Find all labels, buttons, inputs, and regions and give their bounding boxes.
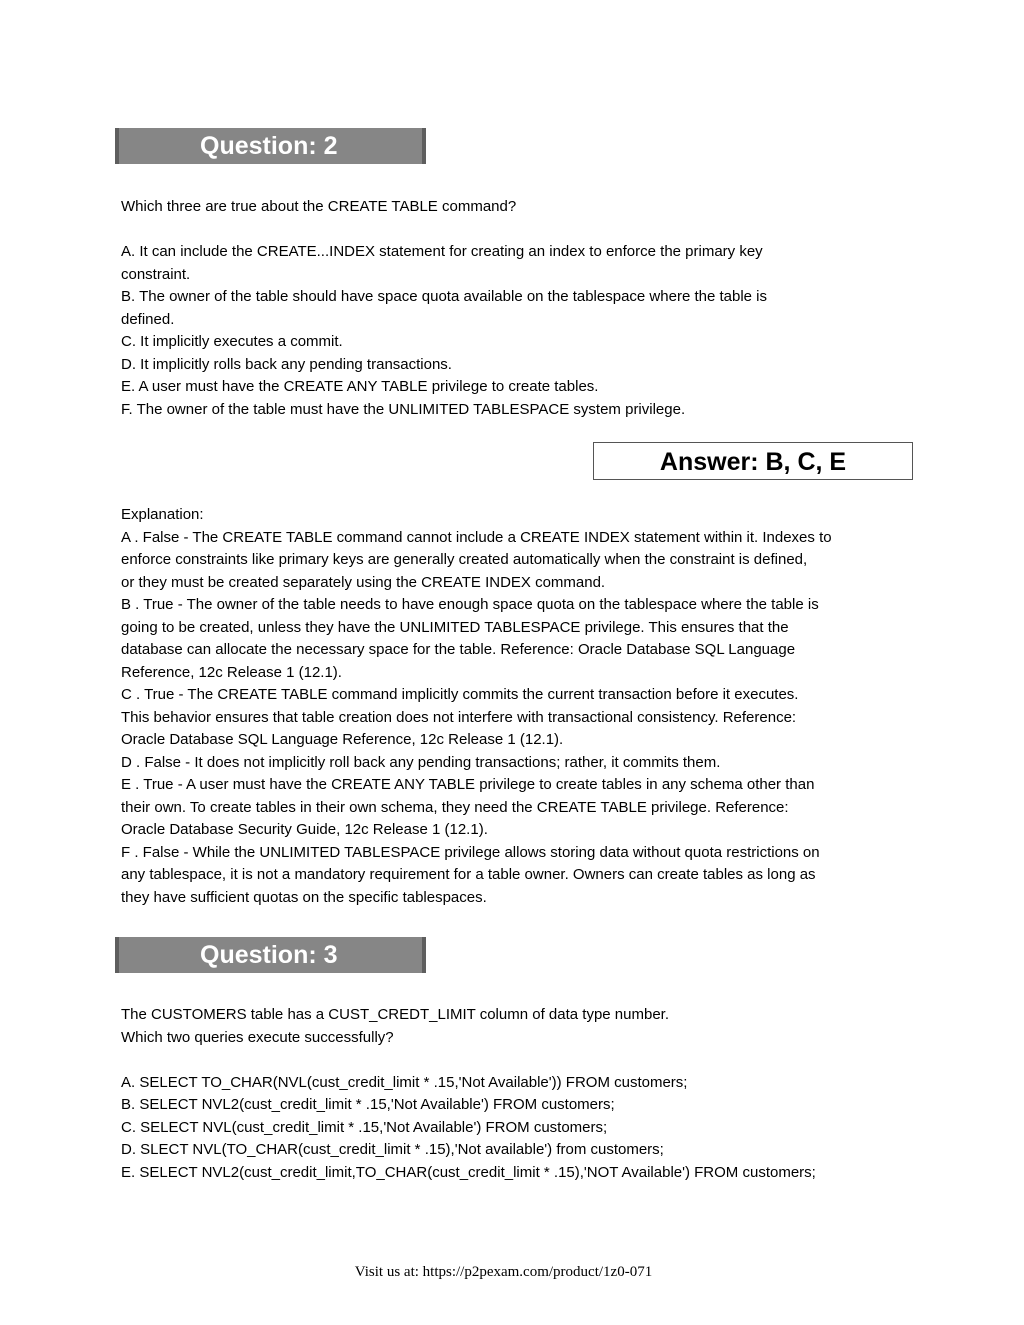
question-3-options: [121, 1072, 911, 1185]
explanation-line: or they must be created separately using the CREATE INDEX command.: [121, 573, 606, 591]
option-line: F. The owner of the table must have the UNLIMITED TABLESPACE system privilege.: [121, 400, 686, 418]
question-2-title: Question: 2: [200, 132, 338, 160]
option-line: constraint.: [121, 265, 191, 283]
explanation-line: C . True - The CREATE TABLE command implicitly commits the current transaction before it executes.: [121, 686, 799, 703]
explanation-line: D . False - It does not implicitly roll back any pending transactions; rather, it commits them.: [121, 753, 721, 771]
question-3-prompt: The CUSTOMERS table has a CUST_CREDT_LIMIT column of data type number.: [121, 1006, 669, 1023]
option-line: D. It implicitly rolls back any pending transactions.: [121, 355, 452, 373]
explanation: [121, 504, 911, 909]
question-2-body: [121, 196, 911, 421]
option-line: B. SELECT NVL2(cust_credit_limit * .15,'Not Available') FROM customers;: [121, 1096, 615, 1113]
footer-link[interactable]: Visit us at: https://p2pexam.com/product/1z0-071: [354, 1264, 653, 1280]
explanation-line: Reference, 12c Release 1 (12.1).: [121, 663, 342, 681]
option-line: D. SLECT NVL(TO_CHAR(cust_credit_limit * .15),'Not available') from customers;: [121, 1141, 664, 1158]
question-3-banner: [115, 937, 426, 973]
question-2-prompt: Which three are true about the CREATE TABLE command?: [121, 198, 517, 215]
question-3-prompt: Which two queries execute successfully?: [121, 1028, 394, 1046]
answer-box: [593, 442, 913, 480]
option-line: C. SELECT NVL(cust_credit_limit * .15,'Not Available') FROM customers;: [121, 1118, 608, 1136]
explanation-line: Oracle Database Security Guide, 12c Release 1 (12.1).: [121, 821, 488, 838]
option-line: E. A user must have the CREATE ANY TABLE privilege to create tables.: [121, 378, 599, 395]
explanation-line: any tablespace, it is not a mandatory requirement for a table owner. Owners can create tables as long as: [121, 866, 816, 883]
option-line: B. The owner of the table should have space quota available on the tablespace where the table is: [121, 288, 767, 305]
explanation-line: database can allocate the necessary space for the table. Reference: Oracle Database SQL Language: [121, 641, 796, 658]
option-line: A. SELECT TO_CHAR(NVL(cust_credit_limit * .15,'Not Available')) FROM customers;: [121, 1073, 688, 1091]
explanation-line: their own. To create tables in their own schema, they need the CREATE TABLE privilege. Reference:: [121, 798, 789, 816]
explanation-line: Oracle Database SQL Language Reference, 12c Release 1 (12.1).: [121, 731, 564, 748]
question-2-banner: [115, 128, 426, 164]
question-3-body: [121, 1004, 911, 1184]
explanation-line: going to be created, unless they have the UNLIMITED TABLESPACE privilege. This ensures that the: [121, 618, 789, 636]
option-line: C. It implicitly executes a commit.: [121, 333, 343, 350]
option-line: defined.: [121, 310, 175, 328]
answer-text: Answer: B, C, E: [659, 448, 847, 476]
question-3-title: Question: 3: [200, 941, 338, 969]
explanation-line: they have sufficient quotas on the specific tablespaces.: [121, 888, 487, 906]
explanation-line: E . True - A user must have the CREATE ANY TABLE privilege to create tables in any schema other than: [121, 776, 815, 793]
explanation-heading: Explanation:: [121, 506, 204, 523]
option-line: E. SELECT NVL2(cust_credit_limit,TO_CHAR(cust_credit_limit * .15),'NOT Available') FROM customers;: [121, 1163, 816, 1181]
option-line: A. It can include the CREATE...INDEX statement for creating an index to enforce the primary key: [121, 243, 763, 260]
question-2-options: [121, 241, 911, 421]
explanation-line: F . False - While the UNLIMITED TABLESPACE privilege allows storing data without quota restrictions on: [121, 843, 820, 861]
explanation-line: This behavior ensures that table creation does not interfere with transactional consistency. Reference:: [121, 708, 797, 726]
explanation-line: A . False - The CREATE TABLE command cannot include a CREATE INDEX statement within it. Indexes to: [121, 528, 832, 546]
explanation-line: enforce constraints like primary keys are generally created automatically when the constraint is defined,: [121, 551, 808, 568]
explanation-line: B . True - The owner of the table needs to have enough space quota on the tablespace where the table is: [121, 596, 819, 613]
